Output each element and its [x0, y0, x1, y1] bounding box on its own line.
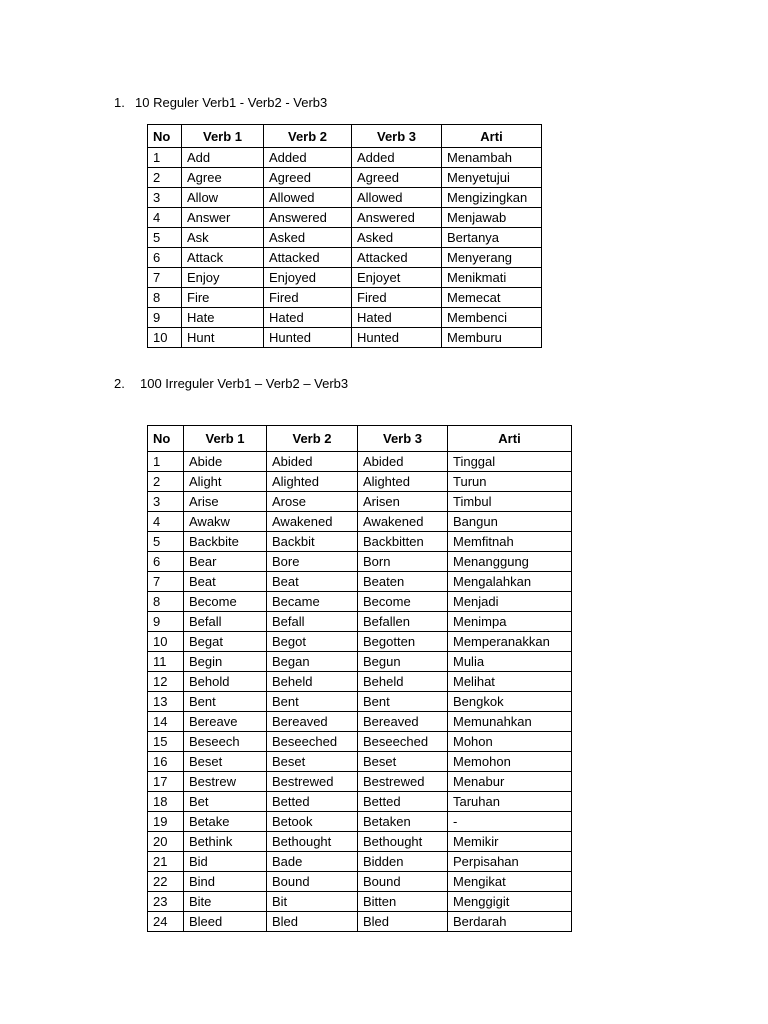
cell-arti: Menyetujui [442, 168, 542, 188]
table-row [148, 612, 572, 632]
cell-verb1: Bid [184, 852, 267, 872]
table-row [148, 188, 542, 208]
cell-verb3: Agreed [352, 168, 442, 188]
cell-arti: Bertanya [442, 228, 542, 248]
cell-verb1: Begat [184, 632, 267, 652]
cell-no: 6 [148, 248, 182, 268]
cell-verb1: Agree [182, 168, 264, 188]
cell-verb3: Beheld [358, 672, 448, 692]
cell-no: 11 [148, 652, 184, 672]
cell-arti: Menjawab [442, 208, 542, 228]
cell-no: 10 [148, 632, 184, 652]
table-header-row [148, 125, 542, 148]
table-row [148, 692, 572, 712]
cell-verb3: Bent [358, 692, 448, 712]
cell-arti: Turun [448, 472, 572, 492]
cell-arti: Menggigit [448, 892, 572, 912]
cell-no: 24 [148, 912, 184, 932]
table-row [148, 208, 542, 228]
cell-verb2: Bit [267, 892, 358, 912]
cell-verb3: Befallen [358, 612, 448, 632]
cell-verb1: Alight [184, 472, 267, 492]
table-row [148, 892, 572, 912]
cell-verb1: Bereave [184, 712, 267, 732]
cell-arti: Tinggal [448, 452, 572, 472]
cell-verb3: Awakened [358, 512, 448, 532]
cell-verb1: Betake [184, 812, 267, 832]
table-row [148, 308, 542, 328]
cell-verb3: Beaten [358, 572, 448, 592]
cell-verb2: Begot [267, 632, 358, 652]
cell-no: 13 [148, 692, 184, 712]
cell-verb2: Beset [267, 752, 358, 772]
cell-verb2: Bereaved [267, 712, 358, 732]
cell-verb1: Befall [184, 612, 267, 632]
cell-verb2: Betook [267, 812, 358, 832]
cell-verb2: Answered [264, 208, 352, 228]
cell-verb3: Allowed [352, 188, 442, 208]
cell-verb2: Allowed [264, 188, 352, 208]
section-title: 100 Irreguler Verb1 – Verb2 – Verb3 [140, 376, 349, 391]
table-row [148, 452, 572, 472]
table-row [148, 852, 572, 872]
cell-verb2: Attacked [264, 248, 352, 268]
section-number: 2. [114, 376, 125, 391]
cell-no: 4 [148, 512, 184, 532]
section-heading-regular [114, 95, 327, 110]
cell-arti: Melihat [448, 672, 572, 692]
cell-arti: Bangun [448, 512, 572, 532]
cell-verb1: Begin [184, 652, 267, 672]
cell-no: 16 [148, 752, 184, 772]
table-row [148, 532, 572, 552]
cell-verb2: Became [267, 592, 358, 612]
cell-no: 9 [148, 612, 184, 632]
cell-no: 2 [148, 168, 182, 188]
cell-no: 6 [148, 552, 184, 572]
cell-no: 8 [148, 592, 184, 612]
header-verb1: Verb 1 [182, 125, 264, 148]
cell-verb1: Bite [184, 892, 267, 912]
cell-verb3: Born [358, 552, 448, 572]
cell-verb2: Hunted [264, 328, 352, 348]
cell-no: 5 [148, 532, 184, 552]
table-row [148, 752, 572, 772]
cell-verb3: Begotten [358, 632, 448, 652]
table-row [148, 512, 572, 532]
cell-no: 5 [148, 228, 182, 248]
cell-verb3: Backbitten [358, 532, 448, 552]
cell-arti: Mohon [448, 732, 572, 752]
cell-verb3: Hunted [352, 328, 442, 348]
cell-arti: Mengalahkan [448, 572, 572, 592]
table-row [148, 872, 572, 892]
table-row [148, 288, 542, 308]
table-row [148, 472, 572, 492]
cell-arti: Menanggung [448, 552, 572, 572]
cell-verb3: Bitten [358, 892, 448, 912]
cell-verb3: Begun [358, 652, 448, 672]
cell-verb2: Beseeched [267, 732, 358, 752]
cell-no: 3 [148, 492, 184, 512]
cell-verb2: Befall [267, 612, 358, 632]
cell-verb1: Add [182, 148, 264, 168]
header-verb3: Verb 3 [358, 426, 448, 452]
cell-verb2: Backbit [267, 532, 358, 552]
cell-verb3: Betted [358, 792, 448, 812]
cell-verb1: Beseech [184, 732, 267, 752]
cell-verb2: Beat [267, 572, 358, 592]
cell-verb1: Beset [184, 752, 267, 772]
cell-verb3: Bidden [358, 852, 448, 872]
table-row [148, 812, 572, 832]
cell-verb2: Beheld [267, 672, 358, 692]
cell-arti: Memohon [448, 752, 572, 772]
cell-verb1: Bethink [184, 832, 267, 852]
cell-verb1: Bet [184, 792, 267, 812]
cell-verb1: Bent [184, 692, 267, 712]
cell-no: 18 [148, 792, 184, 812]
table-row [148, 912, 572, 932]
cell-verb2: Awakened [267, 512, 358, 532]
cell-verb1: Arise [184, 492, 267, 512]
cell-verb3: Attacked [352, 248, 442, 268]
cell-no: 12 [148, 672, 184, 692]
table-row [148, 228, 542, 248]
table-row [148, 672, 572, 692]
cell-verb2: Abided [267, 452, 358, 472]
cell-verb3: Fired [352, 288, 442, 308]
cell-verb3: Answered [352, 208, 442, 228]
cell-verb2: Bled [267, 912, 358, 932]
table-row [148, 652, 572, 672]
cell-verb1: Bear [184, 552, 267, 572]
cell-verb3: Bereaved [358, 712, 448, 732]
cell-arti: Menikmati [442, 268, 542, 288]
header-verb2: Verb 2 [264, 125, 352, 148]
table-row [148, 832, 572, 852]
cell-verb2: Bore [267, 552, 358, 572]
cell-verb2: Bent [267, 692, 358, 712]
cell-verb2: Agreed [264, 168, 352, 188]
cell-verb2: Fired [264, 288, 352, 308]
table-row [148, 148, 542, 168]
cell-verb3: Bound [358, 872, 448, 892]
cell-verb3: Betaken [358, 812, 448, 832]
cell-no: 1 [148, 148, 182, 168]
table-row [148, 492, 572, 512]
cell-verb1: Enjoy [182, 268, 264, 288]
header-no: No [148, 125, 182, 148]
cell-no: 7 [148, 268, 182, 288]
cell-verb2: Added [264, 148, 352, 168]
cell-verb3: Arisen [358, 492, 448, 512]
cell-verb2: Betted [267, 792, 358, 812]
cell-verb3: Bestrewed [358, 772, 448, 792]
cell-no: 20 [148, 832, 184, 852]
cell-verb2: Alighted [267, 472, 358, 492]
cell-no: 1 [148, 452, 184, 472]
cell-verb1: Allow [182, 188, 264, 208]
cell-verb3: Asked [352, 228, 442, 248]
irregular-verbs-table [147, 425, 572, 932]
cell-verb3: Abided [358, 452, 448, 472]
cell-no: 3 [148, 188, 182, 208]
cell-verb1: Hunt [182, 328, 264, 348]
cell-verb2: Asked [264, 228, 352, 248]
cell-verb3: Bled [358, 912, 448, 932]
section-heading-irregular [114, 376, 348, 391]
header-arti: Arti [442, 125, 542, 148]
regular-verbs-table [147, 124, 542, 348]
cell-verb1: Bestrew [184, 772, 267, 792]
cell-verb2: Bestrewed [267, 772, 358, 792]
cell-arti: Menjadi [448, 592, 572, 612]
cell-no: 7 [148, 572, 184, 592]
cell-arti: Memperanakkan [448, 632, 572, 652]
cell-no: 8 [148, 288, 182, 308]
cell-verb1: Backbite [184, 532, 267, 552]
table-row [148, 712, 572, 732]
table-row [148, 328, 542, 348]
cell-verb3: Alighted [358, 472, 448, 492]
cell-verb2: Hated [264, 308, 352, 328]
table-row [148, 732, 572, 752]
header-no: No [148, 426, 184, 452]
cell-verb1: Bind [184, 872, 267, 892]
cell-verb3: Added [352, 148, 442, 168]
cell-no: 15 [148, 732, 184, 752]
cell-no: 14 [148, 712, 184, 732]
section-title: 10 Reguler Verb1 - Verb2 - Verb3 [135, 95, 328, 110]
cell-arti: Memfitnah [448, 532, 572, 552]
table-row [148, 632, 572, 652]
cell-arti: Memburu [442, 328, 542, 348]
cell-verb3: Bethought [358, 832, 448, 852]
cell-no: 17 [148, 772, 184, 792]
cell-arti: Memecat [442, 288, 542, 308]
cell-verb2: Bound [267, 872, 358, 892]
cell-verb1: Bleed [184, 912, 267, 932]
cell-arti: Mengizingkan [442, 188, 542, 208]
cell-verb3: Enjoyet [352, 268, 442, 288]
cell-arti: Timbul [448, 492, 572, 512]
cell-verb1: Hate [182, 308, 264, 328]
cell-verb1: Behold [184, 672, 267, 692]
cell-no: 21 [148, 852, 184, 872]
table-row [148, 248, 542, 268]
table-row [148, 572, 572, 592]
cell-verb1: Ask [182, 228, 264, 248]
header-verb1: Verb 1 [184, 426, 267, 452]
cell-verb2: Began [267, 652, 358, 672]
table-row [148, 772, 572, 792]
table-row [148, 592, 572, 612]
cell-arti: Taruhan [448, 792, 572, 812]
section-number: 1. [114, 95, 125, 110]
cell-arti: - [448, 812, 572, 832]
cell-verb1: Attack [182, 248, 264, 268]
table-row [148, 552, 572, 572]
cell-verb1: Fire [182, 288, 264, 308]
header-verb3: Verb 3 [352, 125, 442, 148]
cell-verb1: Abide [184, 452, 267, 472]
cell-no: 4 [148, 208, 182, 228]
table-row [148, 792, 572, 812]
cell-arti: Bengkok [448, 692, 572, 712]
cell-no: 22 [148, 872, 184, 892]
cell-arti: Membenci [442, 308, 542, 328]
cell-arti: Menambah [442, 148, 542, 168]
cell-verb3: Become [358, 592, 448, 612]
cell-no: 19 [148, 812, 184, 832]
cell-verb3: Beset [358, 752, 448, 772]
cell-arti: Menabur [448, 772, 572, 792]
cell-verb2: Enjoyed [264, 268, 352, 288]
cell-arti: Memunahkan [448, 712, 572, 732]
cell-verb3: Beseeched [358, 732, 448, 752]
cell-verb2: Bethought [267, 832, 358, 852]
cell-verb3: Hated [352, 308, 442, 328]
cell-no: 10 [148, 328, 182, 348]
cell-verb1: Beat [184, 572, 267, 592]
cell-verb1: Answer [182, 208, 264, 228]
cell-arti: Memikir [448, 832, 572, 852]
cell-no: 9 [148, 308, 182, 328]
cell-verb2: Bade [267, 852, 358, 872]
table-header-row [148, 426, 572, 452]
cell-no: 2 [148, 472, 184, 492]
cell-arti: Menimpa [448, 612, 572, 632]
cell-arti: Mengikat [448, 872, 572, 892]
cell-arti: Berdarah [448, 912, 572, 932]
cell-arti: Menyerang [442, 248, 542, 268]
cell-arti: Mulia [448, 652, 572, 672]
header-verb2: Verb 2 [267, 426, 358, 452]
cell-arti: Perpisahan [448, 852, 572, 872]
table-row [148, 268, 542, 288]
cell-no: 23 [148, 892, 184, 912]
table-row [148, 168, 542, 188]
cell-verb2: Arose [267, 492, 358, 512]
header-arti: Arti [448, 426, 572, 452]
cell-verb1: Awakw [184, 512, 267, 532]
cell-verb1: Become [184, 592, 267, 612]
